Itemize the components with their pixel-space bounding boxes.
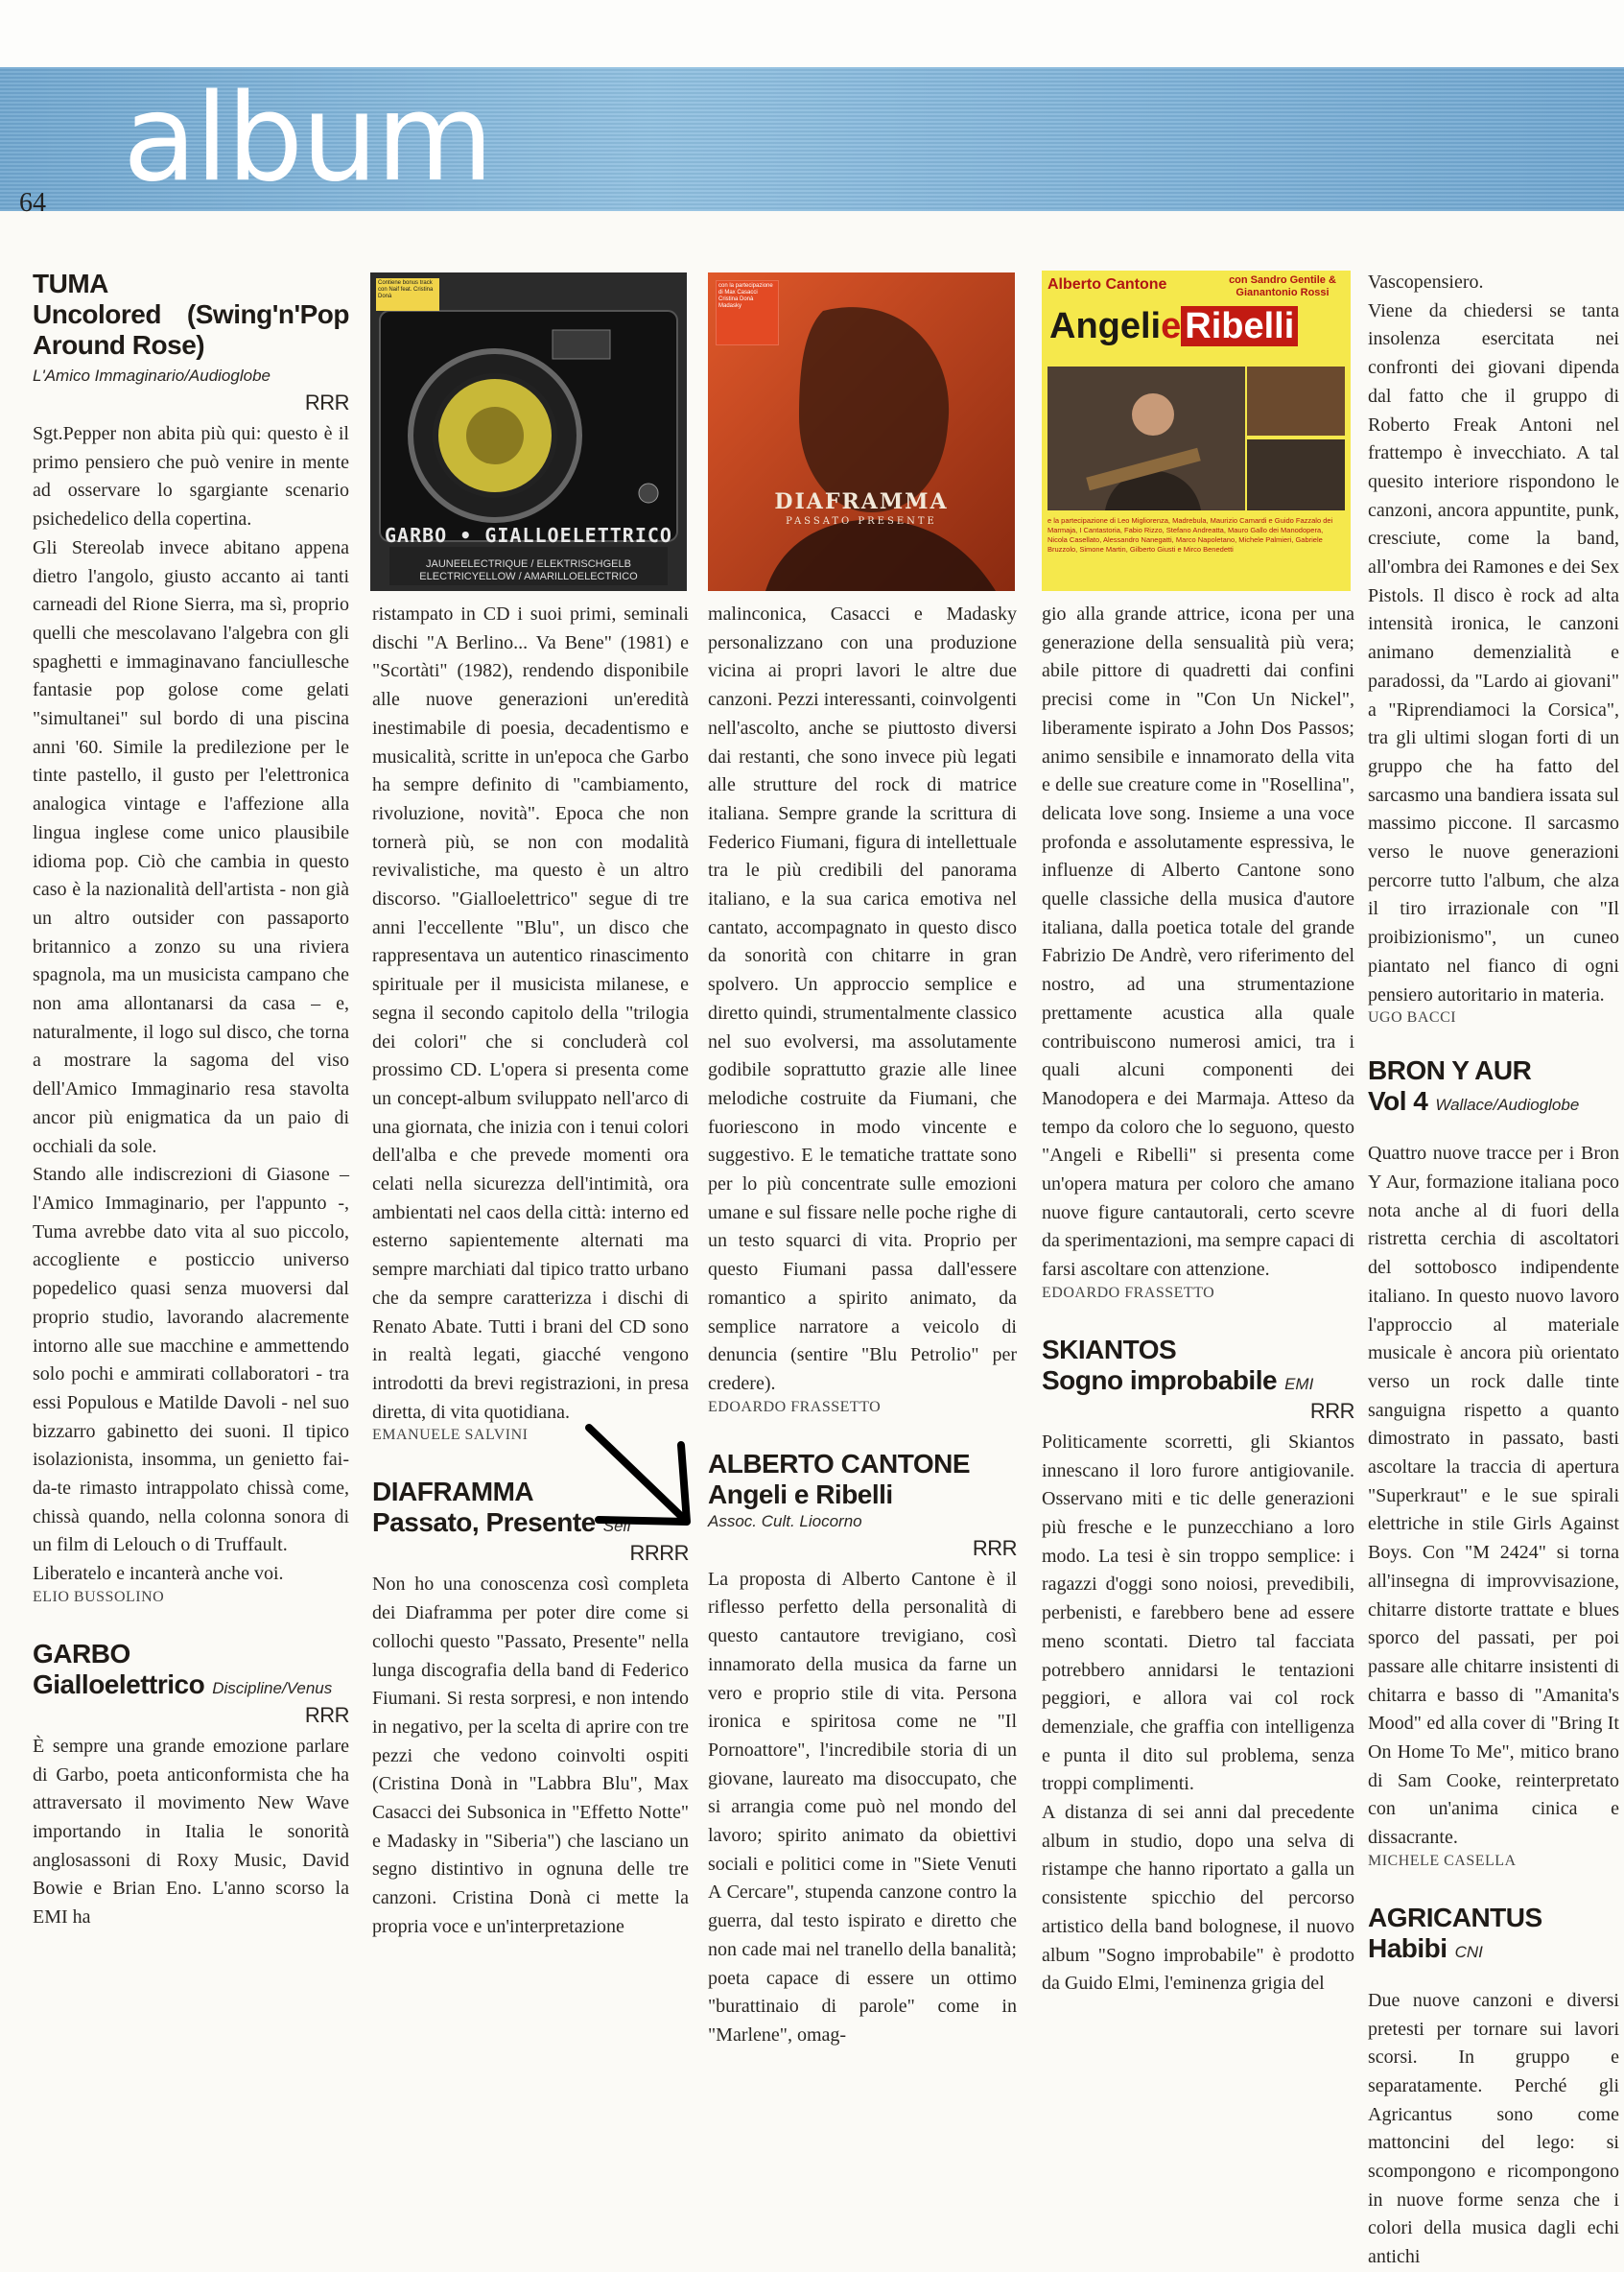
- review-skiantos: [1042, 1335, 1354, 1999]
- cover-subtitle: PASSATO PRESENTE: [786, 516, 937, 527]
- review-author: EMANUELE SALVINI: [372, 1427, 529, 1444]
- column-2: [372, 601, 689, 1942]
- cover-artist: Alberto Cantone: [1047, 276, 1167, 293]
- review-body-continued: gio alla grande attrice, icona per una generazione della sensualità più vera; abile pittore di quadretti dai confini precisi come in "Con Un Nickel", liberamente ispirato a John Dos Passos; animo sensibile e innamorato della vita e delle sue creature come in "Rosellina", delicata love song. Insieme a una voce profonda e assolutamente espressiva, le influenze di Alberto Cantone sono quelle classiche della musica d'autore italiana, dalla poetica totale del grande Fabrizio De Andrè, vero riferimento del nostro, ad una strumentazione prettamente acustica alla quale contribuiscono numerosi amici, tra i quali alcuni componenti dei Manodopera e dei Marmaja. Atteso da tempo da coloro che lo seguono, questo "Angeli e Ribelli" si presenta come un'opera matura per coloro che amano nuove figure cantautorali, certo scevre da sperimentazioni, ma sempre capaci di farsi ascoltare con attenzione.: [1042, 604, 1354, 1281]
- cover-garbo: [370, 272, 687, 591]
- cover-diaframma: [708, 272, 1015, 591]
- review-paragraph: Gli Stereolab invece abitano appena dietro l'angolo, giusto accanto ai tanti carneadi del Rione Sierra, ma sì, proprio quelli che mescolavano l'algebra con gli spaghetti e immaginavano fanciullesche fantasie pop golose come gelati "simultanei" sul bordo di una piscina anni '60. Simile la predilezione per le tinte pastello, il gusto per l'elettronica analogica vintage e l'affezione alla lingua inglese come unico plausibile idioma pop. Ciò che cambia in questo caso è la nazionalità dell'artista - non già un altro outsider con passaporto britannico a zonzo su una riviera spagnola, ma un musicista campano che non ama allontanarsi da casa – e, naturalmente, il logo sul disco, che torna a mostrare la sagoma del viso dell'Amico Immaginario resa stavolta ancor più enigmatica da un paio di occhiali da sole.: [33, 536, 349, 1157]
- review-label: EMI: [1284, 1374, 1314, 1393]
- cover-subtitle: JAUNEELECTRIQUE / ELEKTRISCHGELB ELECTRICYELLOW / AMARILLOELECTRICO: [419, 558, 638, 582]
- review-paragraph: Stando alle indiscrezioni di Giasone – l'Amico Immaginario, per l'appunto -, Tuma avrebbe dato vita al suo piccolo, accogliente e posticcio universo popedelico quasi senza muoversi dal proprio studio, lavorando alacremente intorno alle sue macchine e ammettendo solo pochi e ammirati collaboratori - tra essi Populous e Matilde Davoli - nel suo bizzarro gabinetto dei suoni. Il tipico isolazionista, insomma, un genietto fai-da-te rimasto intrappolato chissà come, chissà quando, nella colonna sonora di un film di Lelouch o di Truffault.: [33, 1164, 349, 1556]
- review-body-continued: Vascopensiero. Viene da chiedersi se tanta insolenza esercitata nei confronti dei giovani dipenda dal fatto che il gruppo di Roberto Freak Antoni nel frattempo è invecchiato. A tal quesito interiore rispondono le canzoni, ancora appuntite, punk, cresciute, come la band, all'ombra dei Ramones e dei Sex Pistols. Il disco è rock ad alta intensità ironica, le canzoni animano demenzialità e paradossi, da "Lardo ai giovani" a "Riprendiamoci la Corsica", tra gli ultimi slogan forti di un gruppo che ha fatto del sarcasmo una bandiera issata sul massimo piccone. Il sarcasmo verso le nuove generazioni percorre tutto l'album, che alza il tiro irrazionale con "Il proibizionismo", un cuneo piantato nel fianco di ogni pensiero autoritario in materia.: [1368, 272, 1619, 1006]
- review-label: Self: [602, 1517, 632, 1536]
- cover-photo-top: [1247, 367, 1345, 436]
- cover-credits: e la partecipazione di Leo Migliorenza, Madrebula, Maurizio Camardi e Guido Fazzalo dei Marmaja, I Cantastoria, Fabio Rizzo, Stefano Andreatta, Mauro Gallo dei Manodopera, Nicola Casellato, Alessandro Nanegatti, Marco Napoletano, Michele Palmieri, Gabriele Bruzzolo, Simone Martin, Gilberto Giusti e Mirco Benedetti: [1047, 516, 1333, 554]
- review-body: [1042, 1429, 1354, 1999]
- review-title-row: [33, 1669, 349, 1700]
- review-author: EDOARDO FRASSETTO: [1042, 1284, 1215, 1301]
- review-artist: ALBERTO CANTONE: [708, 1448, 971, 1479]
- cover-sticker: con la partecipazione di Max Casacci Cristina Donà Madasky: [716, 280, 779, 345]
- cover-guests: con Sandro Gentile & Gianantonio Rossi: [1229, 274, 1336, 298]
- review-title-row: [1368, 1086, 1619, 1117]
- column-5: [1368, 269, 1623, 2272]
- review-paragraph: Sgt.Pepper non abita più qui: questo è il primo pensiero che può venire in mente ad osservare lo sgargiante scenario psichedelico della copertina.: [33, 423, 349, 531]
- cover-title-part: Angeli: [1049, 306, 1162, 346]
- review-rating: RRR: [304, 1702, 349, 1727]
- review-tuma: [33, 269, 349, 1606]
- arrow-annotation: [585, 1424, 700, 1529]
- review-bron-y-aur: [1368, 1055, 1619, 1870]
- review-title: Gialloelettrico: [33, 1668, 205, 1699]
- review-title: Uncolored (Swing'n'Pop Around Rose): [33, 299, 349, 360]
- review-label: Assoc. Cult. Liocorno: [708, 1511, 862, 1530]
- review-rating: RRR: [304, 390, 349, 414]
- review-body: È sempre una grande emozione parlare di Garbo, poeta anticonformista che ha attraversato il movimento New Wave importando in Italia le sonorità anglosassoni di Roxy Music, David Bowie e Brian Eno. L'anno scorso la EMI ha: [33, 1735, 349, 1929]
- page-number: 64: [19, 188, 46, 218]
- review-author: ELIO BUSSOLINO: [33, 1588, 165, 1605]
- review-artist: SKIANTOS: [1042, 1334, 1177, 1364]
- review-paragraph: Politicamente scorretti, gli Skiantos innescano il loro furore antigiovanile. Osservano miti e tic delle generazioni più fresche e le punzecchiano a loro modo. La tesi è sin troppo semplice: i ragazzi d'oggi sono noiosi, prevedibili, perbenisti, e farebbero bene ad essere meno scontati. Dietro tal facciata potrebbero annidarsi le tentazioni peggiori, e allora vai col rock demenziale, che graffia con intelligenza e punta il dito sul problema, senza troppi complimenti.: [1042, 1431, 1354, 1795]
- review-garbo: [33, 1639, 349, 1932]
- review-body-continued: ristampato in CD i suoi primi, seminali dischi "A Berlino... Va Bene" (1981) e "Scortàti" (1982), rendendo disponibile alle nuove generazioni un'eredità inestimabile di poesia, decadentismo e musicalità, scritte in un'epoca che Garbo ha sempre definito di "cambiamento, rivoluzione, novità". Epoca che non tornerà più, se non con modalità revivalistiche, ma questo è un altro discorso. "Gialloelettrico" segue di tre anni l'eccellente "Blu", un disco che rappresentava un autentico rinascimento spirituale per il musicista milanese, e segna il secondo capitolo della "trilogia dei colori" che si concluderà col prossimo CD. L'opera si presenta come un concept-album sviluppato nell'arco di una giornata, che inizia con i tenui colori dell'alba e che prevede momenti ora celati nella sicurezza dell'intimità, ora ambientati nel caos della città: interno ed esterno sapientemente alternati ma sempre marchiati dal tipico tratto urbano che da sempre caratterizza i dischi di Renato Abate. Tutti i brani del CD sono in realtà legati, giacché vengono introdotti da brevi registrazioni, in presa diretta, di vita quotidiana.: [372, 604, 689, 1423]
- review-author: MICHELE CASELLA: [1368, 1852, 1517, 1869]
- cover-title-part: e: [1161, 306, 1182, 346]
- review-body-continued: malinconica, Casacci e Madasky personalizzano con una produzione vicina ai propri lavori le altre due canzoni. Pezzi interessanti, coinvolgenti nell'ascolto, anche se piuttosto diversi dai restanti, che sono invece più legati alle strutture del rock di matrice italiana. Sempre grande la scrittura di Federico Fiumani, figura di intellettuale tra le più credibili del panorama italiano, e la sua carica emotiva nel cantato, accompagnato in questo disco da sonorità con chitarre in gran spolvero. Un approccio semplice e diretto quindi, strumentalmente classico nel suo evolversi, ma assolutamente godibile soprattutto grazie alle linee melodiche costruite da Fiumani, che fuoriescono in modo vincente e suggestivo. E le tematiche trattate sono per lo più concentrate sulle emozioni umane e sul fissare nelle poche righe di un testo squarci di vita. Proprio per questo Fiumani passa dall'essere romantico a spirito animato, da semplice narratore a veicolo di denuncia (sentire "Blu Petrolio" per credere).: [708, 604, 1017, 1394]
- review-body: Due nuove canzoni e diversi pretesti per tornare sui lavori scorsi. In gruppo e separatamente. Perché gli Agricantus sono come mattoncini del lego: si scompongono e ricompongono in nuove forme senza che i colori della musica dagli echi antichi: [1368, 1989, 1619, 2268]
- cover-photo-main: [1047, 367, 1245, 510]
- review-body: Non ho una conoscenza così completa dei Diaframma per poter dire come si collochi questo "Passato, Presente" nella lunga discografia della band di Federico Fiumani. Si resta sorpresi, e non intendo in negativo, per la scelta di aprire con tre pezzi che vedono coinvolti ospiti (Cristina Donà in "Labbra Blu", Max Casacci dei Subsonica in "Effetto Notte" e Madasky in "Siberia") che lasciano un segno distintivo in ognuna delle tre canzoni. Cristina Donà ci mette la propria voce e un'interpretazione: [372, 1574, 689, 1937]
- review-body: [33, 420, 349, 1589]
- review-diaframma: [372, 1477, 689, 1941]
- column-1: [33, 269, 349, 1932]
- review-author: UGO BACCI: [1368, 1009, 1457, 1027]
- review-artist: BRON Y AUR: [1368, 1055, 1532, 1086]
- review-title-row: [1368, 1933, 1619, 1964]
- review-rating: RRRR: [629, 1541, 689, 1566]
- review-title: Sogno improbabile: [1042, 1364, 1278, 1395]
- column-5-clip: [1368, 269, 1624, 2268]
- cover-photo-bottom: [1247, 439, 1345, 510]
- cover-title: DIAFRAMMA: [774, 489, 949, 514]
- review-label: CNI: [1454, 1942, 1483, 1961]
- review-body: La proposta di Alberto Cantone è il riflesso perfetto della personalità di questo cantautore trevigiano, così innamorato della musica da farne un vero e proprio stile di vita. Persona ironica e spiritosa come ne "Il Pornoattore", l'incredibile storia di un giovane, laureato ma disoccupato, che si arrangia come può nel mondo del lavoro; spirito animato da obiettivi sociali e politici come in "Siete Venuti A Cercare", stupenda canzone contro la guerra, dal testo ispirato e diretto che non cade mai nel tranello della banalità; poeta capace di essere un ottimo "burattinaio di parole" come in "Marlene", omag-: [708, 1568, 1017, 2046]
- review-rating: RRR: [972, 1535, 1017, 1560]
- review-cantone: [708, 1449, 1017, 2050]
- review-label: Discipline/Venus: [212, 1678, 333, 1697]
- review-artist: DIAFRAMMA: [372, 1477, 534, 1507]
- review-label: L'Amico Immaginario/Audioglobe: [33, 367, 271, 385]
- column-3: [708, 601, 1017, 2050]
- review-rating: RRR: [1309, 1398, 1354, 1423]
- review-title-row: [1042, 1365, 1354, 1396]
- cover-cantone: [1042, 271, 1351, 591]
- review-title: Passato, Presente: [372, 1507, 596, 1538]
- review-label: Wallace/Audioglobe: [1435, 1096, 1580, 1115]
- review-author: EDOARDO FRASSETTO: [708, 1398, 882, 1415]
- column-4: [1042, 601, 1354, 1999]
- cover-title-block: [1049, 305, 1298, 347]
- review-artist: AGRICANTUS: [1368, 1902, 1542, 1932]
- cover-sticker: Contiene bonus track con Naif feat. Cristina Donà: [376, 278, 439, 311]
- review-title: Vol 4: [1368, 1086, 1428, 1117]
- review-body: Quattro nuove tracce per i Bron Y Aur, formazione italiana poco nota anche al di fuori della ristretta cerchia di ascoltatori del sottobosco indipendente italiano. In questo nuovo lavoro l'approccio al materiale musicale è ancora più orientato verso un rock dalle tinte sanguigna rispetto a quanto dimostrato in passato, basti ascoltare la traccia di apertura "Superkraut" e le sue spirali elettriche in stile Girls Against Boys. Con "M 2424" si torna all'insegna di improvvisazione, chitarre distorte trattate e blues sporco del passati, per poi passare alle chitarre insistenti di chitarra e basso di "Amanita's Mood" ed alla cover di "Bring It On Home To Me", mitico brano di Sam Cooke, reinterpretato con un'anima cinica e dissacrante.: [1368, 1143, 1619, 1849]
- review-title: Habibi: [1368, 1932, 1447, 1963]
- section-title: album: [123, 67, 492, 208]
- review-paragraph: Liberatelo e incanterà anche voi.: [33, 1563, 284, 1585]
- cover-title: GARBO • GIALLOELETTRICO: [385, 524, 672, 547]
- review-artist: TUMA: [33, 269, 108, 298]
- review-artist: GARBO: [33, 1638, 130, 1668]
- cover-title-part: Ribelli: [1181, 306, 1298, 346]
- review-title: Angeli e Ribelli: [708, 1479, 893, 1509]
- review-agricantus: [1368, 1903, 1619, 2272]
- review-paragraph: A distanza di sei anni dal precedente album in studio, dopo una selva di ristampe che hanno riportato a galla un consistente spicchio del percorso artistico della band bolognese, il nuovo album "Sogno improbabile" è prodotto da Guido Elmi, l'eminenza grigia del: [1042, 1802, 1354, 1995]
- page-top-margin: [0, 0, 1624, 67]
